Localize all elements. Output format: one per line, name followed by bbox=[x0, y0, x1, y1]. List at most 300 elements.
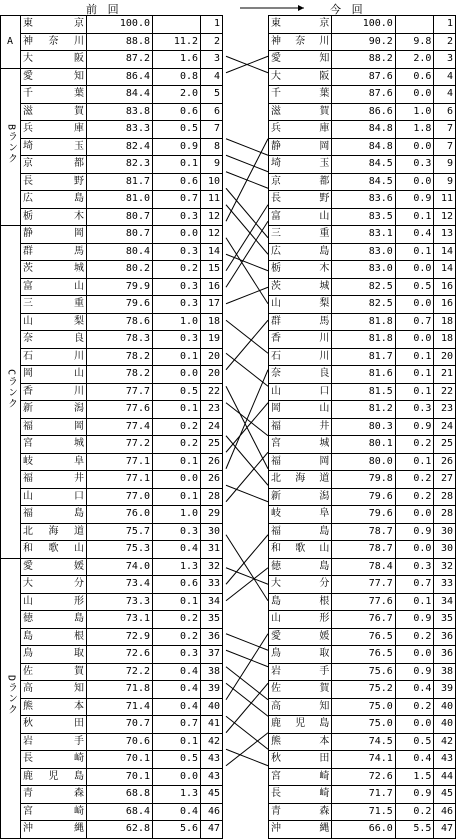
prefecture-name: 和歌山 bbox=[269, 541, 332, 559]
prefecture-name: 滋賀 bbox=[21, 103, 87, 121]
index-value: 83.0 bbox=[332, 243, 395, 261]
prefecture-name: 鳥取 bbox=[21, 646, 87, 664]
table-row bbox=[269, 366, 456, 384]
rank-number: 47 bbox=[201, 821, 223, 839]
rank-number: 20 bbox=[434, 348, 456, 366]
rank-change-line bbox=[226, 716, 268, 749]
rank-change-line bbox=[226, 683, 268, 733]
rank-number: 13 bbox=[434, 226, 456, 244]
difference-value: 0.3 bbox=[153, 278, 201, 296]
rank-number: 28 bbox=[201, 488, 223, 506]
difference-value: 1.8 bbox=[395, 121, 434, 139]
prefecture-name: 静岡 bbox=[21, 226, 87, 244]
prefecture-name: 鳥取 bbox=[269, 646, 332, 664]
difference-value: 0.1 bbox=[395, 208, 434, 226]
rank-number: 43 bbox=[201, 751, 223, 769]
difference-value: 0.2 bbox=[395, 488, 434, 506]
difference-value: 0.2 bbox=[153, 611, 201, 629]
difference-value: 0.2 bbox=[395, 698, 434, 716]
prefecture-name: 佐賀 bbox=[269, 681, 332, 699]
rank-number: 34 bbox=[434, 593, 456, 611]
rank-number: 23 bbox=[201, 401, 223, 419]
table-row bbox=[269, 51, 456, 69]
index-value: 76.7 bbox=[332, 611, 395, 629]
difference-value: 11.2 bbox=[153, 33, 201, 51]
index-value: 82.3 bbox=[87, 156, 153, 174]
table-row bbox=[269, 716, 456, 734]
prefecture-name: 沖縄 bbox=[269, 821, 332, 839]
prefecture-name: 香川 bbox=[269, 331, 332, 349]
difference-value: 5.6 bbox=[153, 821, 201, 839]
rank-number: 37 bbox=[201, 646, 223, 664]
prefecture-name: 山口 bbox=[269, 383, 332, 401]
rank-number: 22 bbox=[201, 383, 223, 401]
rank-number: 39 bbox=[434, 681, 456, 699]
index-value: 72.2 bbox=[87, 663, 153, 681]
prefecture-name: 大阪 bbox=[269, 68, 332, 86]
rank-number: 29 bbox=[201, 506, 223, 524]
rank-number: 20 bbox=[201, 348, 223, 366]
rank-number: 35 bbox=[201, 611, 223, 629]
prefecture-name: 三重 bbox=[21, 296, 87, 314]
table-row bbox=[1, 663, 223, 681]
difference-value: 0.2 bbox=[395, 436, 434, 454]
index-value: 75.3 bbox=[87, 541, 153, 559]
rank-change-line bbox=[226, 254, 268, 271]
table-row bbox=[269, 611, 456, 629]
difference-value: 0.1 bbox=[395, 593, 434, 611]
index-value: 70.1 bbox=[87, 768, 153, 786]
difference-value: 0.0 bbox=[153, 768, 201, 786]
difference-value: 0.5 bbox=[153, 383, 201, 401]
prefecture-name: 熊本 bbox=[269, 733, 332, 751]
index-value: 80.0 bbox=[332, 453, 395, 471]
rank-number: 14 bbox=[201, 243, 223, 261]
prefecture-name: 栃木 bbox=[269, 261, 332, 279]
prefecture-name: 京都 bbox=[269, 173, 332, 191]
index-value: 88.2 bbox=[332, 51, 395, 69]
rank-change-line bbox=[226, 238, 268, 304]
index-value: 72.6 bbox=[87, 646, 153, 664]
index-value: 83.1 bbox=[332, 226, 395, 244]
difference-value: 1.3 bbox=[153, 786, 201, 804]
index-value: 75.6 bbox=[332, 663, 395, 681]
index-value: 78.6 bbox=[87, 313, 153, 331]
index-value: 82.5 bbox=[332, 296, 395, 314]
difference-value: 0.4 bbox=[153, 663, 201, 681]
index-value: 78.2 bbox=[87, 348, 153, 366]
table-row bbox=[269, 383, 456, 401]
table-row bbox=[1, 733, 223, 751]
index-value: 77.0 bbox=[87, 488, 153, 506]
rank-number: 30 bbox=[434, 523, 456, 541]
difference-value: 1.0 bbox=[395, 103, 434, 121]
table-row bbox=[1, 418, 223, 436]
prefecture-name: 宮城 bbox=[269, 436, 332, 454]
prefecture-name: 三重 bbox=[269, 226, 332, 244]
difference-value: 0.2 bbox=[153, 261, 201, 279]
index-value: 78.7 bbox=[332, 523, 395, 541]
rank-number: 16 bbox=[201, 278, 223, 296]
rank-number: 23 bbox=[434, 401, 456, 419]
current-ranking-table bbox=[268, 15, 456, 839]
prefecture-name: 広島 bbox=[21, 191, 87, 209]
prefecture-name: 神奈川 bbox=[21, 33, 87, 51]
rank-change-line bbox=[226, 683, 268, 716]
difference-value: 0.4 bbox=[395, 751, 434, 769]
difference-value: 0.9 bbox=[395, 523, 434, 541]
difference-value: 0.6 bbox=[153, 173, 201, 191]
rank-number: 32 bbox=[434, 558, 456, 576]
table-row bbox=[269, 628, 456, 646]
rank-change-line bbox=[226, 535, 268, 585]
prefecture-name: 埼玉 bbox=[21, 138, 87, 156]
index-value: 77.6 bbox=[87, 401, 153, 419]
difference-value bbox=[395, 16, 434, 34]
index-value: 76.0 bbox=[87, 506, 153, 524]
table-row bbox=[1, 296, 223, 314]
index-value: 83.6 bbox=[332, 191, 395, 209]
index-value: 88.8 bbox=[87, 33, 153, 51]
index-value: 70.7 bbox=[87, 716, 153, 734]
difference-value: 0.0 bbox=[153, 366, 201, 384]
prefecture-name: 新潟 bbox=[21, 401, 87, 419]
table-row bbox=[1, 191, 223, 209]
rank-change-line bbox=[226, 139, 268, 222]
rank-number: 39 bbox=[201, 681, 223, 699]
index-value: 79.6 bbox=[332, 506, 395, 524]
prefecture-name: 大阪 bbox=[21, 51, 87, 69]
difference-value: 0.0 bbox=[395, 86, 434, 104]
rank-number: 12 bbox=[201, 208, 223, 226]
rank-number: 30 bbox=[434, 541, 456, 559]
difference-value: 0.7 bbox=[153, 716, 201, 734]
difference-value: 0.4 bbox=[153, 698, 201, 716]
index-value: 84.8 bbox=[332, 121, 395, 139]
rank-number: 42 bbox=[201, 733, 223, 751]
table-row bbox=[1, 453, 223, 471]
prefecture-name: 富山 bbox=[269, 208, 332, 226]
rank-number: 34 bbox=[201, 593, 223, 611]
difference-value: 2.0 bbox=[153, 86, 201, 104]
difference-value: 0.6 bbox=[153, 103, 201, 121]
index-value: 80.7 bbox=[87, 208, 153, 226]
rank-number: 21 bbox=[434, 366, 456, 384]
table-row bbox=[269, 348, 456, 366]
difference-value: 0.1 bbox=[153, 348, 201, 366]
index-value: 80.2 bbox=[87, 261, 153, 279]
difference-value: 0.3 bbox=[153, 523, 201, 541]
table-row bbox=[1, 383, 223, 401]
table-row bbox=[269, 208, 456, 226]
prefecture-name: 新潟 bbox=[269, 488, 332, 506]
table-row bbox=[269, 103, 456, 121]
rank-change-line bbox=[226, 320, 268, 370]
table-row bbox=[269, 803, 456, 821]
table-row bbox=[1, 803, 223, 821]
index-value: 81.6 bbox=[332, 366, 395, 384]
prefecture-name: 岩手 bbox=[21, 733, 87, 751]
rank-change-line bbox=[226, 370, 268, 469]
difference-value: 0.9 bbox=[395, 418, 434, 436]
difference-value: 0.1 bbox=[395, 453, 434, 471]
prefecture-name: 岐阜 bbox=[21, 453, 87, 471]
rank-change-line bbox=[226, 436, 268, 486]
difference-value: 0.0 bbox=[395, 541, 434, 559]
rank-number: 7 bbox=[434, 121, 456, 139]
difference-value: 0.3 bbox=[395, 558, 434, 576]
rank-change-line bbox=[226, 188, 268, 238]
index-value: 62.8 bbox=[87, 821, 153, 839]
prefecture-name: 京都 bbox=[21, 156, 87, 174]
table-row bbox=[1, 331, 223, 349]
prefecture-name: 島根 bbox=[21, 628, 87, 646]
prefecture-name: 大分 bbox=[269, 576, 332, 594]
rank-number: 33 bbox=[434, 576, 456, 594]
rank-change-line bbox=[226, 221, 268, 287]
table-row bbox=[269, 16, 456, 34]
table-row bbox=[269, 401, 456, 419]
previous-title: 前 回 bbox=[86, 3, 121, 16]
index-value: 81.7 bbox=[332, 348, 395, 366]
index-value: 84.8 bbox=[332, 138, 395, 156]
table-row bbox=[269, 751, 456, 769]
index-value: 73.4 bbox=[87, 576, 153, 594]
rank-change-line bbox=[226, 139, 268, 156]
prefecture-name: 石川 bbox=[269, 348, 332, 366]
difference-value: 2.0 bbox=[395, 51, 434, 69]
rank-number: 26 bbox=[434, 453, 456, 471]
rank-number: 1 bbox=[201, 16, 223, 34]
table-row bbox=[1, 261, 223, 279]
index-value: 83.0 bbox=[332, 261, 395, 279]
rank-number: 17 bbox=[201, 296, 223, 314]
difference-value: 0.0 bbox=[395, 138, 434, 156]
prefecture-name: 茨城 bbox=[269, 278, 332, 296]
index-value: 100.0 bbox=[87, 16, 153, 34]
prefecture-name: 高知 bbox=[21, 681, 87, 699]
prefecture-name: 奈良 bbox=[269, 366, 332, 384]
table-row bbox=[269, 488, 456, 506]
difference-value: 0.0 bbox=[395, 261, 434, 279]
index-value: 75.2 bbox=[332, 681, 395, 699]
rank-number: 26 bbox=[201, 453, 223, 471]
rank-number: 35 bbox=[434, 611, 456, 629]
difference-value: 0.1 bbox=[395, 383, 434, 401]
rank-number: 10 bbox=[201, 173, 223, 191]
rank-change-line bbox=[226, 568, 268, 585]
table-row bbox=[269, 138, 456, 156]
difference-value: 1.6 bbox=[153, 51, 201, 69]
rank-change-line bbox=[226, 568, 268, 601]
rank-number: 9 bbox=[201, 156, 223, 174]
table-row bbox=[269, 296, 456, 314]
prefecture-name: 大分 bbox=[21, 576, 87, 594]
table-row bbox=[1, 821, 223, 839]
rank-number: 2 bbox=[434, 33, 456, 51]
index-value: 77.7 bbox=[87, 383, 153, 401]
index-value: 71.4 bbox=[87, 698, 153, 716]
difference-value: 0.7 bbox=[395, 313, 434, 331]
rank-number: 24 bbox=[434, 418, 456, 436]
prefecture-name: 山梨 bbox=[21, 313, 87, 331]
table-row bbox=[269, 681, 456, 699]
table-row bbox=[1, 558, 223, 576]
prefecture-name: 富山 bbox=[21, 278, 87, 296]
difference-value: 1.5 bbox=[395, 768, 434, 786]
difference-value: 0.6 bbox=[153, 576, 201, 594]
rank-number: 9 bbox=[434, 173, 456, 191]
index-value: 81.0 bbox=[87, 191, 153, 209]
rank-number: 14 bbox=[434, 243, 456, 261]
rank-number: 6 bbox=[201, 103, 223, 121]
prefecture-name: 青森 bbox=[21, 786, 87, 804]
table-row bbox=[1, 51, 223, 69]
table-row bbox=[1, 488, 223, 506]
index-value: 71.7 bbox=[332, 786, 395, 804]
table-row bbox=[269, 471, 456, 489]
rank-number: 16 bbox=[434, 278, 456, 296]
table-row bbox=[1, 313, 223, 331]
rank-number: 15 bbox=[201, 261, 223, 279]
index-value: 74.1 bbox=[332, 751, 395, 769]
rank-number: 4 bbox=[434, 68, 456, 86]
rank-number: 27 bbox=[434, 471, 456, 489]
prefecture-name: 宮崎 bbox=[269, 768, 332, 786]
rank-number: 19 bbox=[201, 331, 223, 349]
rank-change-line bbox=[226, 56, 268, 73]
table-row bbox=[1, 208, 223, 226]
index-value: 87.6 bbox=[332, 86, 395, 104]
table-row bbox=[269, 121, 456, 139]
table-row bbox=[269, 733, 456, 751]
prefecture-name: 秋田 bbox=[21, 716, 87, 734]
index-value: 77.6 bbox=[332, 593, 395, 611]
difference-value: 0.9 bbox=[395, 663, 434, 681]
prefecture-name: 神奈川 bbox=[269, 33, 332, 51]
index-value: 75.0 bbox=[332, 698, 395, 716]
index-value: 81.7 bbox=[87, 173, 153, 191]
difference-value: 0.8 bbox=[153, 68, 201, 86]
rank-number: 26 bbox=[201, 471, 223, 489]
difference-value: 0.6 bbox=[395, 68, 434, 86]
index-value: 75.7 bbox=[87, 523, 153, 541]
rank-change-line bbox=[226, 749, 268, 766]
rank-number: 18 bbox=[434, 331, 456, 349]
difference-value: 0.0 bbox=[153, 226, 201, 244]
index-value: 90.2 bbox=[332, 33, 395, 51]
difference-value: 0.1 bbox=[153, 488, 201, 506]
table-row bbox=[1, 611, 223, 629]
rank-number: 3 bbox=[201, 51, 223, 69]
rank-number: 11 bbox=[201, 191, 223, 209]
index-value: 68.4 bbox=[87, 803, 153, 821]
difference-value: 0.2 bbox=[153, 628, 201, 646]
rank-number: 8 bbox=[201, 138, 223, 156]
difference-value: 0.9 bbox=[153, 138, 201, 156]
index-value: 68.8 bbox=[87, 786, 153, 804]
table-row bbox=[269, 453, 456, 471]
difference-value: 0.0 bbox=[395, 331, 434, 349]
index-value: 84.5 bbox=[332, 173, 395, 191]
prefecture-name: 愛知 bbox=[21, 68, 87, 86]
table-row bbox=[269, 418, 456, 436]
rank-change-line bbox=[226, 56, 268, 73]
rank-number: 32 bbox=[201, 558, 223, 576]
rank-number: 4 bbox=[434, 86, 456, 104]
difference-value: 0.4 bbox=[153, 803, 201, 821]
table-row bbox=[269, 768, 456, 786]
rank-number: 20 bbox=[201, 366, 223, 384]
index-value: 86.6 bbox=[332, 103, 395, 121]
index-value: 66.0 bbox=[332, 821, 395, 839]
rank-change-line bbox=[226, 733, 268, 766]
prefecture-name: 和歌山 bbox=[21, 541, 87, 559]
rank-number: 16 bbox=[434, 296, 456, 314]
prefecture-name: 広島 bbox=[269, 243, 332, 261]
rank-number: 28 bbox=[434, 506, 456, 524]
rank-number: 38 bbox=[201, 663, 223, 681]
rank-change-line bbox=[226, 205, 268, 255]
difference-value: 0.0 bbox=[395, 173, 434, 191]
table-row bbox=[269, 593, 456, 611]
index-value: 78.2 bbox=[87, 366, 153, 384]
rank-number: 7 bbox=[434, 138, 456, 156]
table-row bbox=[1, 786, 223, 804]
prefecture-name: 鹿児島 bbox=[269, 716, 332, 734]
table-row bbox=[269, 191, 456, 209]
rank-number: 2 bbox=[201, 33, 223, 51]
rank-band-label bbox=[1, 68, 21, 226]
table-row bbox=[1, 16, 223, 34]
difference-value: 0.5 bbox=[395, 733, 434, 751]
rank-number: 24 bbox=[201, 418, 223, 436]
prefecture-name: 沖縄 bbox=[21, 821, 87, 839]
prefecture-name: 群馬 bbox=[269, 313, 332, 331]
index-value: 71.8 bbox=[87, 681, 153, 699]
prefecture-name: 滋賀 bbox=[269, 103, 332, 121]
index-value: 81.8 bbox=[332, 313, 395, 331]
prefecture-name: 山口 bbox=[21, 488, 87, 506]
index-value: 79.9 bbox=[87, 278, 153, 296]
rank-number: 14 bbox=[434, 261, 456, 279]
prefecture-name: 千葉 bbox=[269, 86, 332, 104]
table-row bbox=[269, 558, 456, 576]
rank-change-line bbox=[226, 386, 268, 469]
table-row bbox=[1, 698, 223, 716]
table-row bbox=[269, 821, 456, 839]
table-row bbox=[1, 523, 223, 541]
prefecture-name: 茨城 bbox=[21, 261, 87, 279]
rank-number: 6 bbox=[434, 103, 456, 121]
rank-number: 38 bbox=[434, 663, 456, 681]
rank-number: 33 bbox=[201, 576, 223, 594]
table-row bbox=[1, 278, 223, 296]
rank-number: 18 bbox=[434, 313, 456, 331]
prefecture-name: 愛知 bbox=[269, 51, 332, 69]
difference-value: 0.4 bbox=[153, 681, 201, 699]
table-row bbox=[269, 663, 456, 681]
prefecture-name: 熊本 bbox=[21, 698, 87, 716]
difference-value: 0.2 bbox=[153, 436, 201, 454]
table-row bbox=[269, 68, 456, 86]
prefecture-name: 東京 bbox=[269, 16, 332, 34]
difference-value: 0.1 bbox=[153, 733, 201, 751]
rank-number: 45 bbox=[434, 786, 456, 804]
prefecture-name: 青森 bbox=[269, 803, 332, 821]
index-value: 72.9 bbox=[87, 628, 153, 646]
difference-value: 0.3 bbox=[153, 646, 201, 664]
